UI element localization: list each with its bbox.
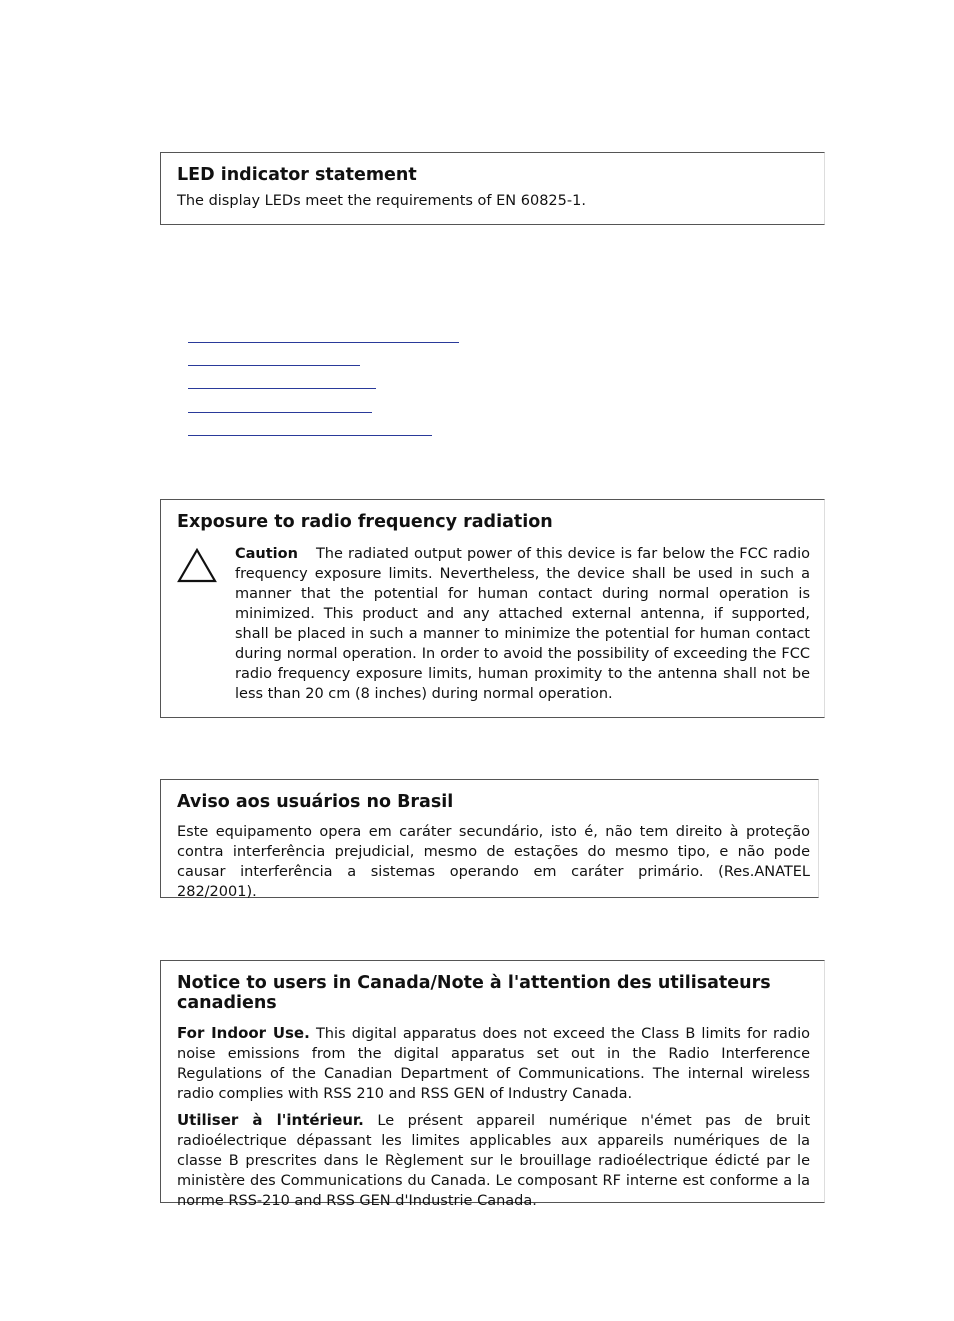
led-section-text: The display LEDs meet the requirements of EN 60825-1.: [177, 193, 586, 209]
rf-exposure-box: [160, 499, 825, 718]
rf-section-title: Exposure to radio frequency radiation: [177, 512, 553, 532]
indoor-use-lead: For Indoor Use.: [177, 1024, 310, 1042]
caution-text: The radiated output power of this device is far below the FCC radio frequency exposure limits. Nevertheless, the device shall be used in such a manner that the potential for human contact during normal operation is minimized. This product and any attached external antenna, if supported, shall be placed in such a manner to minimize the potential for human contact during normal operation. In order to avoid the possibility of exceeding the FCC radio frequency exposure limits, human proximity to the antenna shall not be less than 20 cm (8 inches) during normal operation.: [235, 546, 810, 702]
brasil-notice-box: [160, 779, 819, 898]
caution-paragraph: [235, 544, 810, 704]
canada-section-title: Notice to users in Canada/Note à l'attention des utilisateurs canadiens: [177, 973, 771, 1013]
caution-label: Caution: [235, 546, 298, 562]
brasil-section-text: Este equipamento opera em caráter secundário, isto é, não tem direito à proteção contra interferência prejudicial, mesmo de estações do mesmo tipo, e não pode causar interferência a sistemas operando em caráter primário. (Res.ANATEL 282/2001).: [177, 824, 810, 900]
canada-paragraph-french: [177, 1110, 810, 1211]
link-1[interactable]: [188, 342, 459, 343]
utiliser-interieur-text: Le présent appareil numérique n'émet pas de bruit radioélectrique dépassant les limites applicables aux appareils numériques de la classe B prescrites dans le Règlement sur le brouillage radioélectrique édicté par le ministère des Communications du Canada. Le composant RF interne est conforme a la norme RSS-210 and RSS GEN d'Industrie Canada.: [177, 1113, 811, 1209]
link-4[interactable]: [188, 412, 372, 413]
indoor-use-text: This digital apparatus does not exceed the Class B limits for radio noise emissions from the digital apparatus set out in the Radio Interference Regulations of the Canadian Department of Communications. The internal wireless radio complies with RSS 210 and RSS GEN of Industry Canada.: [177, 1026, 810, 1102]
led-section-title: LED indicator statement: [177, 165, 417, 185]
canada-paragraph-english: [177, 1023, 810, 1104]
link-2[interactable]: [188, 365, 360, 366]
utiliser-interieur-lead: Utiliser à l'intérieur.: [177, 1111, 364, 1129]
link-5[interactable]: [188, 435, 432, 436]
brasil-section-title: Aviso aos usuários no Brasil: [177, 792, 454, 812]
link-3[interactable]: [188, 388, 376, 389]
canada-notice-box: [160, 960, 825, 1209]
warning-triangle-icon: [177, 544, 235, 704]
led-indicator-statement-box: [160, 152, 825, 225]
